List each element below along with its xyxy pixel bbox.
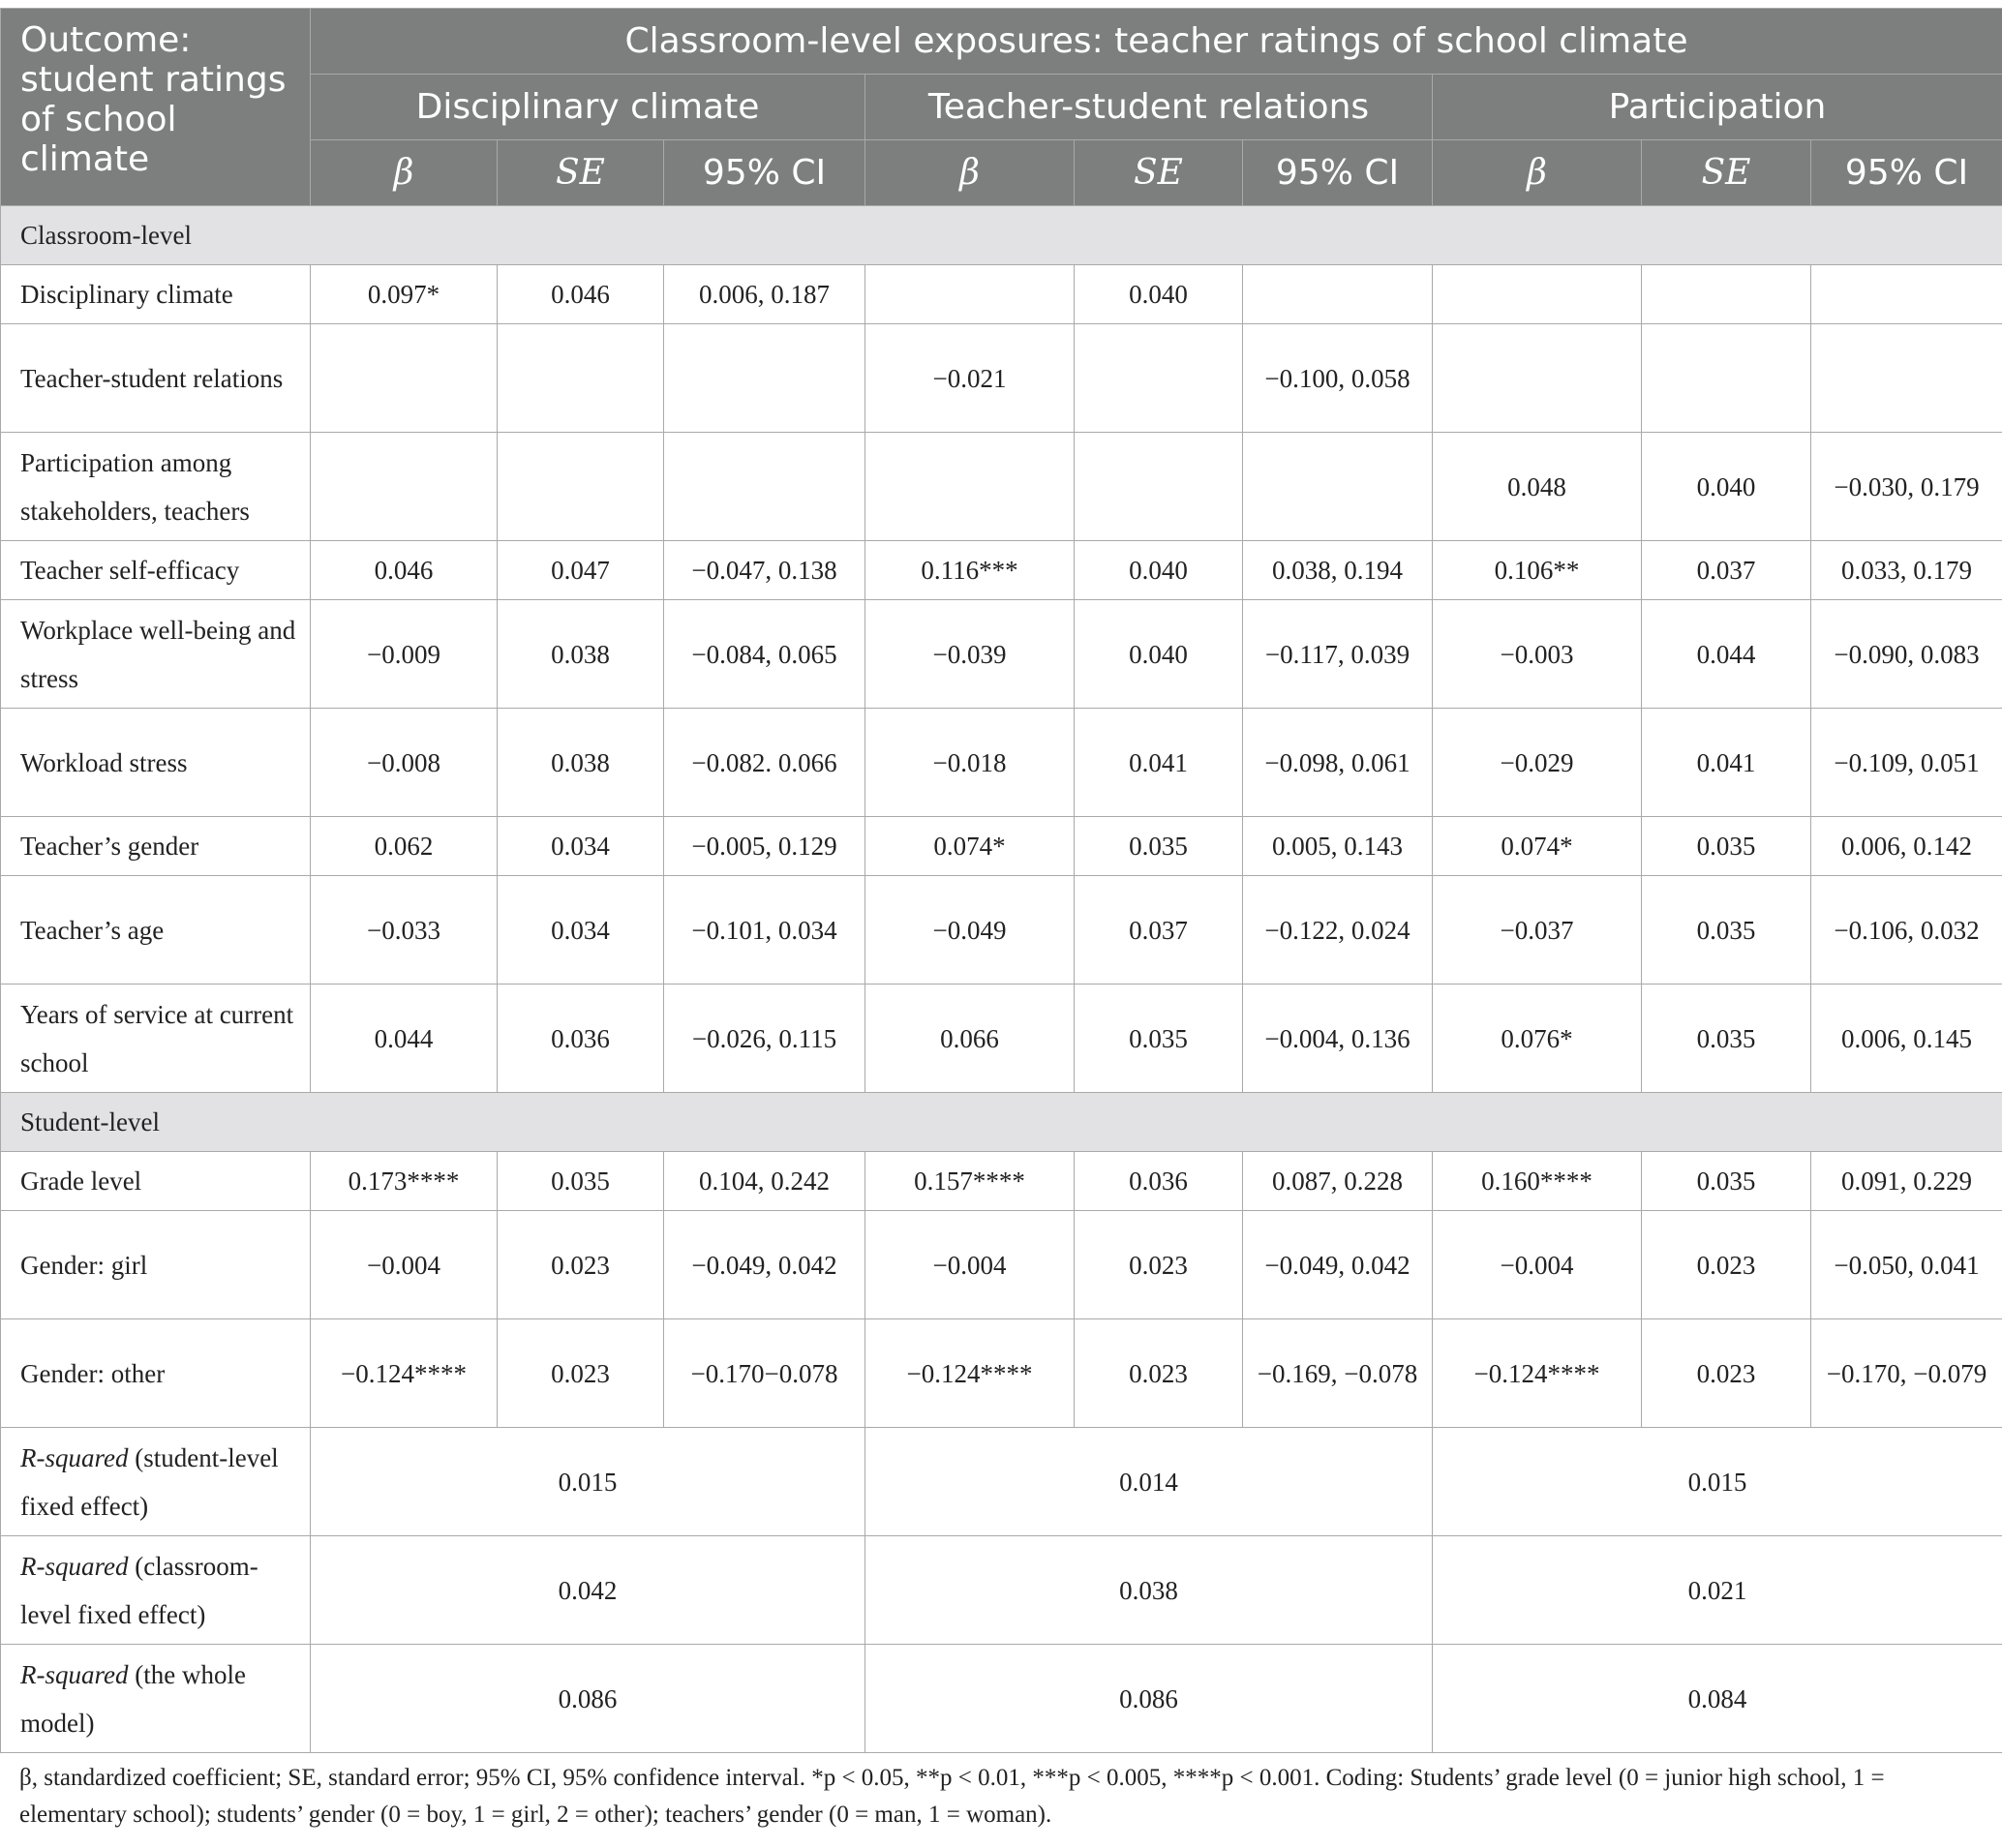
value-cell: −0.004, 0.136 [1243,985,1433,1093]
value-cell: −0.106, 0.032 [1811,876,2002,985]
value-cell: 0.006, 0.142 [1811,817,2002,876]
value-cell: −0.008 [311,709,498,817]
rsquared-row [1,1645,2002,1753]
rsquared-value: 0.086 [865,1645,1433,1753]
value-cell: −0.170−0.078 [664,1319,865,1428]
value-cell [1811,324,2002,433]
value-cell: −0.122, 0.024 [1243,876,1433,985]
value-cell: 0.116*** [865,541,1075,600]
se-header: SE [498,140,664,206]
rsquared-row [1,1536,2002,1645]
value-cell [498,324,664,433]
value-cell: 0.005, 0.143 [1243,817,1433,876]
value-cell: 0.040 [1075,265,1243,324]
value-cell: −0.098, 0.061 [1243,709,1433,817]
value-cell: 0.035 [1075,985,1243,1093]
row-label: Workplace well-being and stress [1,600,311,709]
value-cell: 0.040 [1075,600,1243,709]
value-cell: −0.039 [865,600,1075,709]
value-cell [311,433,498,541]
row-label: Disciplinary climate [1,265,311,324]
beta-header: β [1433,140,1642,206]
rsquared-label [1,1536,311,1645]
value-cell: −0.109, 0.051 [1811,709,2002,817]
value-cell: 0.033, 0.179 [1811,541,2002,600]
row-label: Gender: other [1,1319,311,1428]
value-cell: 0.036 [498,985,664,1093]
ci-header: 95% CI [1811,140,2002,206]
rsquared-label [1,1428,311,1536]
value-cell [1243,433,1433,541]
value-cell: 0.038 [498,709,664,817]
row-label: Teacher’s age [1,876,311,985]
value-cell: −0.005, 0.129 [664,817,865,876]
value-cell: 0.046 [498,265,664,324]
value-cell: −0.049, 0.042 [664,1211,865,1319]
results-table-container [0,8,2002,1753]
value-cell: 0.106** [1433,541,1642,600]
rsquared-label-rest: (classroom-level fixed effect) [20,1551,258,1629]
value-cell: −0.009 [311,600,498,709]
value-cell: −0.003 [1433,600,1642,709]
value-cell: 0.076* [1433,985,1642,1093]
row-label: Years of service at current school [1,985,311,1093]
value-cell: 0.037 [1075,876,1243,985]
value-cell: 0.035 [1642,1152,1811,1211]
value-cell: 0.046 [311,541,498,600]
rsquared-label-rest: (the whole model) [20,1659,246,1738]
table-row [1,1319,2002,1428]
table-row [1,324,2002,433]
value-cell: 0.034 [498,876,664,985]
value-cell: −0.004 [1433,1211,1642,1319]
value-cell: 0.104, 0.242 [664,1152,865,1211]
value-cell: −0.047, 0.138 [664,541,865,600]
table-row [1,265,2002,324]
value-cell: −0.029 [1433,709,1642,817]
value-cell: 0.074* [865,817,1075,876]
row-label: Teacher’s gender [1,817,311,876]
regression-results-table [0,8,2002,1753]
value-cell: 0.035 [1642,876,1811,985]
value-cell: 0.087, 0.228 [1243,1152,1433,1211]
rsquared-label-italic: R-squared [20,1551,129,1581]
se-header: SE [1642,140,1811,206]
value-cell: −0.030, 0.179 [1811,433,2002,541]
value-cell: 0.006, 0.145 [1811,985,2002,1093]
ci-header: 95% CI [664,140,865,206]
value-cell: −0.004 [865,1211,1075,1319]
value-cell: 0.023 [1642,1319,1811,1428]
rsquared-value: 0.084 [1433,1645,2002,1753]
rsquared-row [1,1428,2002,1536]
value-cell: −0.100, 0.058 [1243,324,1433,433]
rsquared-value: 0.021 [1433,1536,2002,1645]
value-cell: 0.023 [1075,1319,1243,1428]
value-cell: 0.040 [1075,541,1243,600]
value-cell: −0.084, 0.065 [664,600,865,709]
value-cell: 0.097* [311,265,498,324]
value-cell: −0.050, 0.041 [1811,1211,2002,1319]
value-cell: 0.048 [1433,433,1642,541]
value-cell: −0.082. 0.066 [664,709,865,817]
value-cell: −0.117, 0.039 [1243,600,1433,709]
table-row [1,876,2002,985]
rsquared-label [1,1645,311,1753]
value-cell: −0.004 [311,1211,498,1319]
rsquared-value: 0.015 [1433,1428,2002,1536]
value-cell: −0.124**** [1433,1319,1642,1428]
value-cell [1433,324,1642,433]
table-row [1,1211,2002,1319]
value-cell [1243,265,1433,324]
value-cell: 0.035 [1642,985,1811,1093]
value-cell: 0.091, 0.229 [1811,1152,2002,1211]
value-cell: 0.041 [1075,709,1243,817]
value-cell: 0.023 [498,1319,664,1428]
value-cell: −0.169, −0.078 [1243,1319,1433,1428]
row-label: Gender: girl [1,1211,311,1319]
table-footnote: β, standardized coefficient; SE, standard error; 95% CI, 95% confidence interval. *p < 0.05, **p < 0.01, ***p < 0.005, ****p < 0.001. Coding: Students’ grade level (0 = junior high school, 1 = elementary school); students’ gender (0 = boy, 1 = girl, 2 = other); teachers’ gender (0 = man, 1 = woman). [19,1765,1885,1828]
row-label: Grade level [1,1152,311,1211]
rsquared-label-italic: R-squared [20,1659,129,1689]
group-header-relations: Teacher-student relations [865,75,1433,140]
value-cell: 0.041 [1642,709,1811,817]
value-cell: 0.047 [498,541,664,600]
value-cell: −0.124**** [311,1319,498,1428]
rsquared-value: 0.086 [311,1645,865,1753]
value-cell: 0.006, 0.187 [664,265,865,324]
table-row [1,600,2002,709]
value-cell [865,433,1075,541]
value-cell: −0.124**** [865,1319,1075,1428]
value-cell [865,265,1075,324]
value-cell: −0.037 [1433,876,1642,985]
row-label: Workload stress [1,709,311,817]
outcome-header: Outcome: student ratings of school climate [1,9,311,206]
row-label: Teacher-student relations [1,324,311,433]
value-cell: 0.066 [865,985,1075,1093]
value-cell: 0.023 [498,1211,664,1319]
value-cell: 0.037 [1642,541,1811,600]
value-cell: 0.034 [498,817,664,876]
row-label: Participation among stakeholders, teachers [1,433,311,541]
value-cell: 0.044 [1642,600,1811,709]
value-cell: −0.101, 0.034 [664,876,865,985]
value-cell: 0.038, 0.194 [1243,541,1433,600]
value-cell: 0.160**** [1433,1152,1642,1211]
value-cell [1075,433,1243,541]
value-cell: 0.023 [1075,1211,1243,1319]
table-row [1,541,2002,600]
beta-header: β [865,140,1075,206]
value-cell: 0.035 [1642,817,1811,876]
table-row [1,1152,2002,1211]
value-cell: −0.033 [311,876,498,985]
rsquared-value: 0.042 [311,1536,865,1645]
value-cell: 0.023 [1642,1211,1811,1319]
value-cell [664,324,865,433]
section-row [1,1093,2002,1152]
value-cell [311,324,498,433]
value-cell: −0.049 [865,876,1075,985]
value-cell: −0.021 [865,324,1075,433]
value-cell: 0.074* [1433,817,1642,876]
value-cell [1811,265,2002,324]
value-cell: 0.038 [498,600,664,709]
value-cell [498,433,664,541]
value-cell: −0.170, −0.079 [1811,1319,2002,1428]
table-row [1,985,2002,1093]
group-header-participation: Participation [1433,75,2002,140]
value-cell: −0.090, 0.083 [1811,600,2002,709]
section-row [1,206,2002,265]
rsquared-label-rest: (student-level fixed effect) [20,1442,279,1521]
value-cell: 0.062 [311,817,498,876]
value-cell: 0.035 [498,1152,664,1211]
rsquared-value: 0.015 [311,1428,865,1536]
value-cell: 0.157**** [865,1152,1075,1211]
value-cell [1075,324,1243,433]
rsquared-label-italic: R-squared [20,1442,129,1472]
value-cell [1642,324,1811,433]
rsquared-value: 0.014 [865,1428,1433,1536]
table-row [1,433,2002,541]
rsquared-value: 0.038 [865,1536,1433,1645]
group-header-disciplinary: Disciplinary climate [311,75,865,140]
value-cell: 0.173**** [311,1152,498,1211]
value-cell: 0.044 [311,985,498,1093]
row-label: Teacher self-efficacy [1,541,311,600]
table-row [1,709,2002,817]
section-label: Student-level [1,1093,2002,1152]
se-header: SE [1075,140,1243,206]
exposures-header: Classroom-level exposures: teacher ratings of school climate [311,9,2002,75]
value-cell [664,433,865,541]
table-body [1,206,2002,1753]
table-row [1,817,2002,876]
value-cell: −0.026, 0.115 [664,985,865,1093]
value-cell: 0.035 [1075,817,1243,876]
value-cell: −0.018 [865,709,1075,817]
section-label: Classroom-level [1,206,2002,265]
value-cell: 0.040 [1642,433,1811,541]
value-cell: 0.036 [1075,1152,1243,1211]
value-cell: −0.049, 0.042 [1243,1211,1433,1319]
value-cell [1642,265,1811,324]
beta-header: β [311,140,498,206]
ci-header: 95% CI [1243,140,1433,206]
value-cell [1433,265,1642,324]
